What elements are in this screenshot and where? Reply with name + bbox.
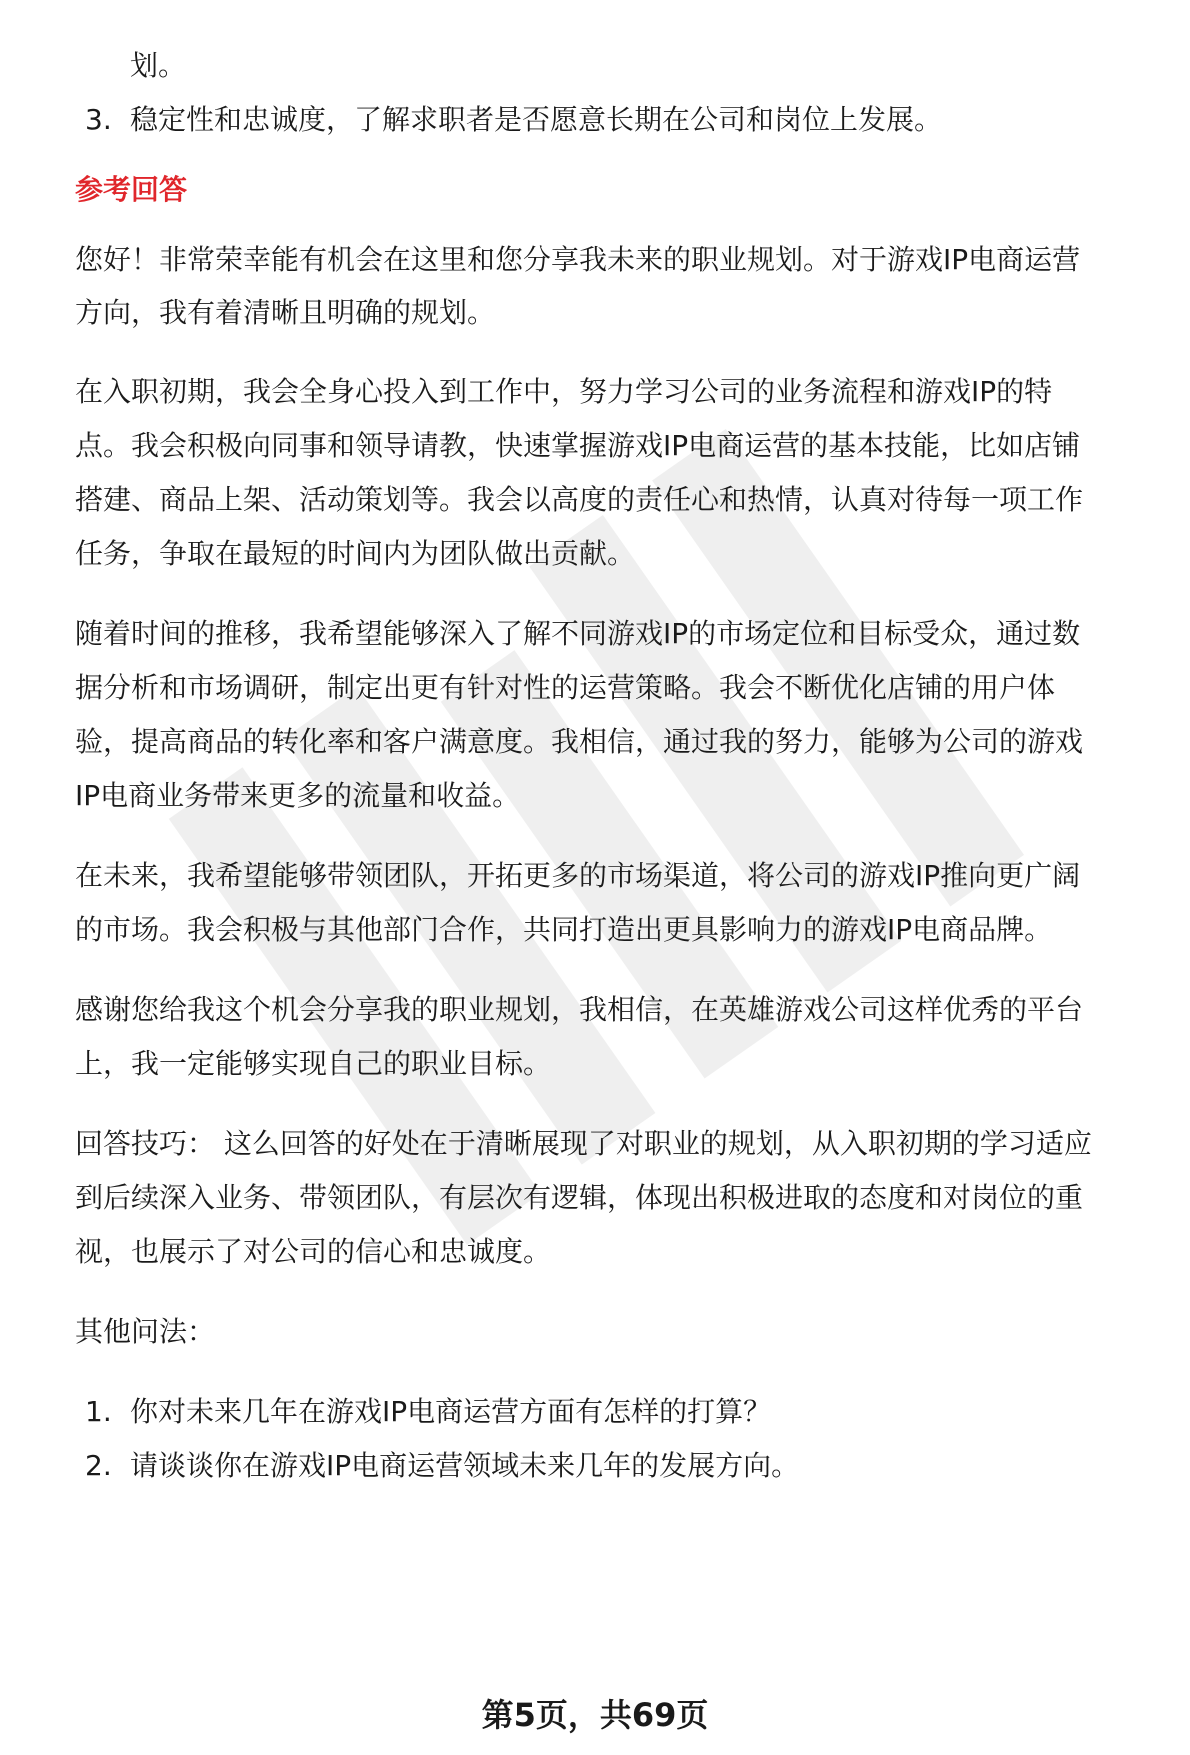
list-text: 稳定性和忠诚度，了解求职者是否愿意长期在公司和岗位上发展。 [130,103,943,136]
criteria-item-3 [85,100,942,140]
paragraph-line: 随着时间的推移，我希望能够深入了解不同游戏IP的市场定位和目标受众，通过数 [75,617,1081,650]
paragraph-line: 上，我一定能够实现自己的职业目标。 [75,1047,552,1080]
paragraph-line: 方向，我有着清晰且明确的规划。 [75,296,496,329]
paragraph-line: 验，提高商品的转化率和客户满意度。我相信，通过我的努力，能够为公司的游戏 [75,725,1084,758]
paragraph-line: 搭建、商品上架、活动策划等。我会以高度的责任心和热情，认真对待每一项工作 [75,483,1084,516]
paragraph-line: IP电商业务带来更多的流量和收益。 [75,779,521,812]
other-questions-heading: 其他问法： [75,1315,216,1348]
continuation-text: 划。 [130,49,187,82]
list-number: 1. [85,1395,112,1428]
paragraph-line: 任务，争取在最短的时间内为团队做出贡献。 [75,537,636,570]
paragraph-line: 点。我会积极向同事和领导请教，快速掌握游戏IP电商运营的基本技能，比如店铺 [75,429,1081,462]
paragraph-line: 感谢您给我这个机会分享我的职业规划，我相信，在英雄游戏公司这样优秀的平台 [75,993,1084,1026]
paragraph-line: 回答技巧： 这么回答的好处在于清晰展现了对职业的规划，从入职初期的学习适应 [75,1127,1092,1160]
paragraph-line: 到后续深入业务、带领团队，有层次有逻辑，体现出积极进取的态度和对岗位的重 [75,1181,1084,1214]
list-text: 请谈谈你在游戏IP电商运营领域未来几年的发展方向。 [130,1449,800,1482]
paragraph-line: 在入职初期，我会全身心投入到工作中，努力学习公司的业务流程和游戏IP的特 [75,375,1053,408]
other-question-item [85,1392,771,1432]
paragraph-line: 的市场。我会积极与其他部门合作，共同打造出更具影响力的游戏IP电商品牌。 [75,913,1053,946]
page-footer: 第5页，共69页 [481,1696,709,1734]
list-text: 你对未来几年在游戏IP电商运营方面有怎样的打算？ [130,1395,772,1428]
paragraph-line: 据分析和市场调研，制定出更有针对性的运营策略。我会不断优化店铺的用户体 [75,671,1056,704]
paragraph-line: 视，也展示了对公司的信心和忠诚度。 [75,1235,552,1268]
list-number: 2. [85,1449,112,1482]
paragraph-line: 您好！非常荣幸能有机会在这里和您分享我未来的职业规划。对于游戏IP电商运营 [75,243,1081,276]
paragraph-line: 在未来，我希望能够带领团队，开拓更多的市场渠道，将公司的游戏IP推向更广阔 [75,859,1081,892]
other-question-item [85,1446,799,1486]
list-number: 3. [85,103,112,136]
answer-heading: 参考回答 [75,173,188,206]
